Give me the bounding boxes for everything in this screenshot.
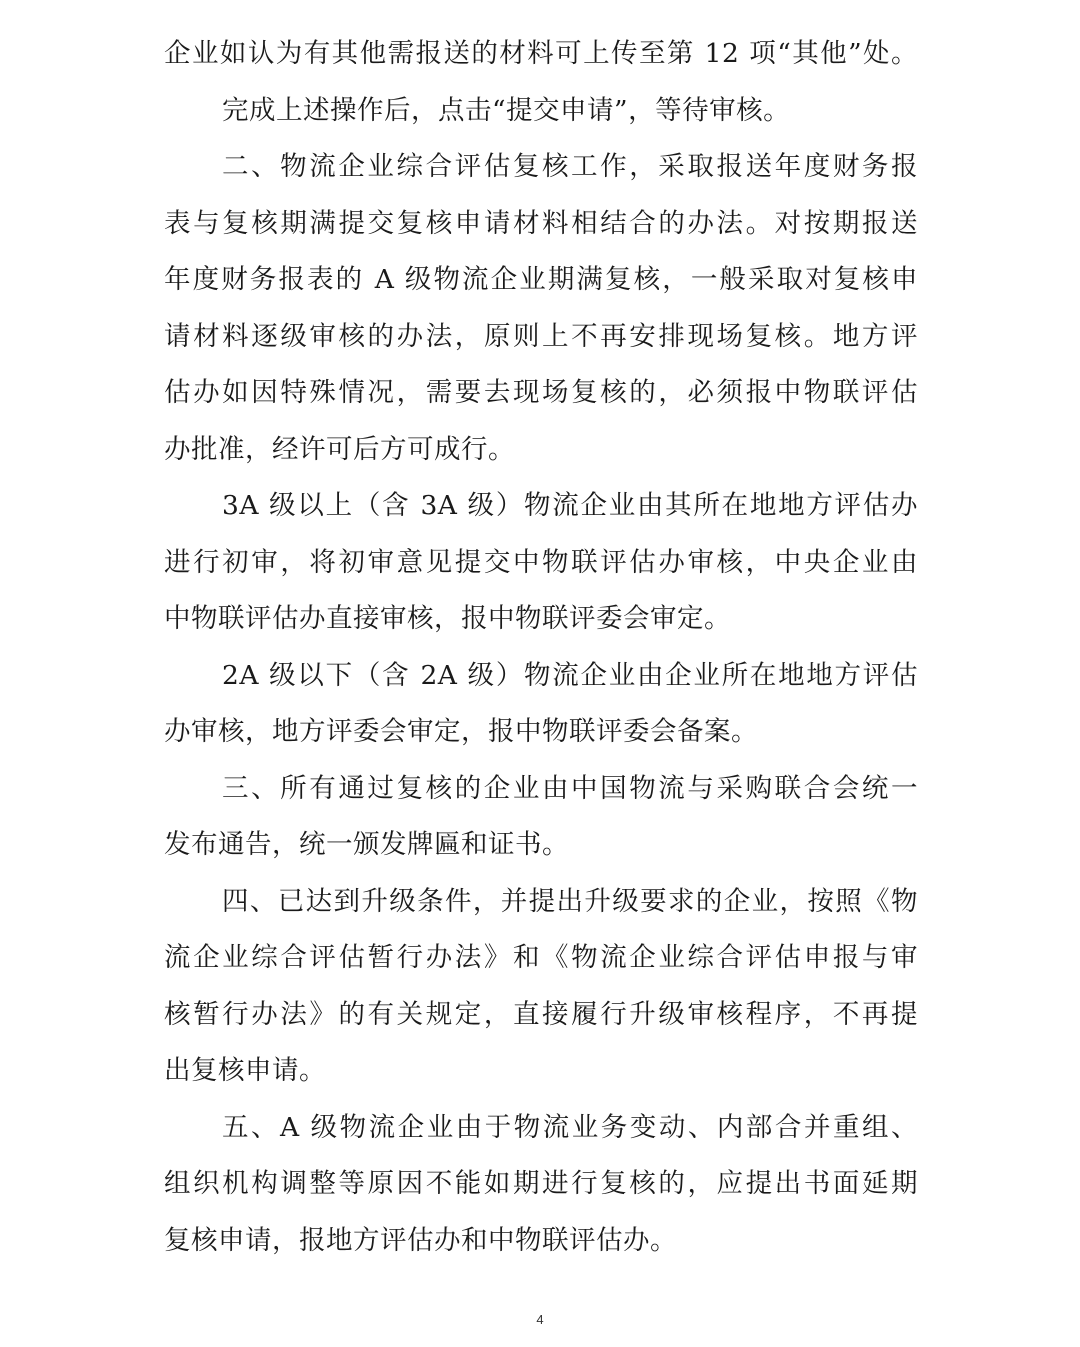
text-line: 估办如因特殊情况，需要去现场复核的，必须报中物联评估 [164, 377, 918, 408]
text-line: 五、A 级物流企业由于物流业务变动、内部合并重组、 [222, 1112, 918, 1143]
text-line: 办审核，地方评委会审定，报中物联评委会备案。 [164, 716, 758, 747]
text-line: 中物联评估办直接审核，报中物联评委会审定。 [164, 603, 731, 634]
text-line: 完成上述操作后，点击“提交申请”，等待审核。 [222, 95, 791, 126]
text-line: 办批准，经许可后方可成行。 [164, 434, 515, 465]
text-line: 企业如认为有其他需报送的材料可上传至第 12 项“其他”处。 [164, 38, 918, 69]
text-line: 四、已达到升级条件，并提出升级要求的企业，按照《物 [222, 886, 918, 917]
page-number: 4 [536, 1312, 544, 1327]
text-line: 进行初审，将初审意见提交中物联评估办审核，中央企业由 [164, 547, 918, 578]
text-line: 表与复核期满提交复核申请材料相结合的办法。对按期报送 [164, 208, 918, 239]
text-line: 发布通告，统一颁发牌匾和证书。 [164, 829, 569, 860]
text-line: 组织机构调整等原因不能如期进行复核的，应提出书面延期 [164, 1168, 918, 1199]
text-line: 核暂行办法》的有关规定，直接履行升级审核程序，不再提 [164, 999, 918, 1030]
text-line: 二、物流企业综合评估复核工作，采取报送年度财务报 [222, 151, 918, 182]
text-line: 3A 级以上（含 3A 级）物流企业由其所在地地方评估办 [222, 490, 918, 521]
text-line: 2A 级以下（含 2A 级）物流企业由企业所在地地方评估 [222, 660, 918, 691]
text-line: 流企业综合评估暂行办法》和《物流企业综合评估申报与审 [164, 942, 918, 973]
text-line: 请材料逐级审核的办法，原则上不再安排现场复核。地方评 [164, 321, 918, 352]
text-line: 年度财务报表的 A 级物流企业期满复核，一般采取对复核申 [164, 264, 918, 295]
text-line: 复核申请，报地方评估办和中物联评估办。 [164, 1225, 677, 1256]
text-line: 出复核申请。 [164, 1055, 326, 1086]
text-line: 三、所有通过复核的企业由中国物流与采购联合会统一 [222, 773, 918, 804]
